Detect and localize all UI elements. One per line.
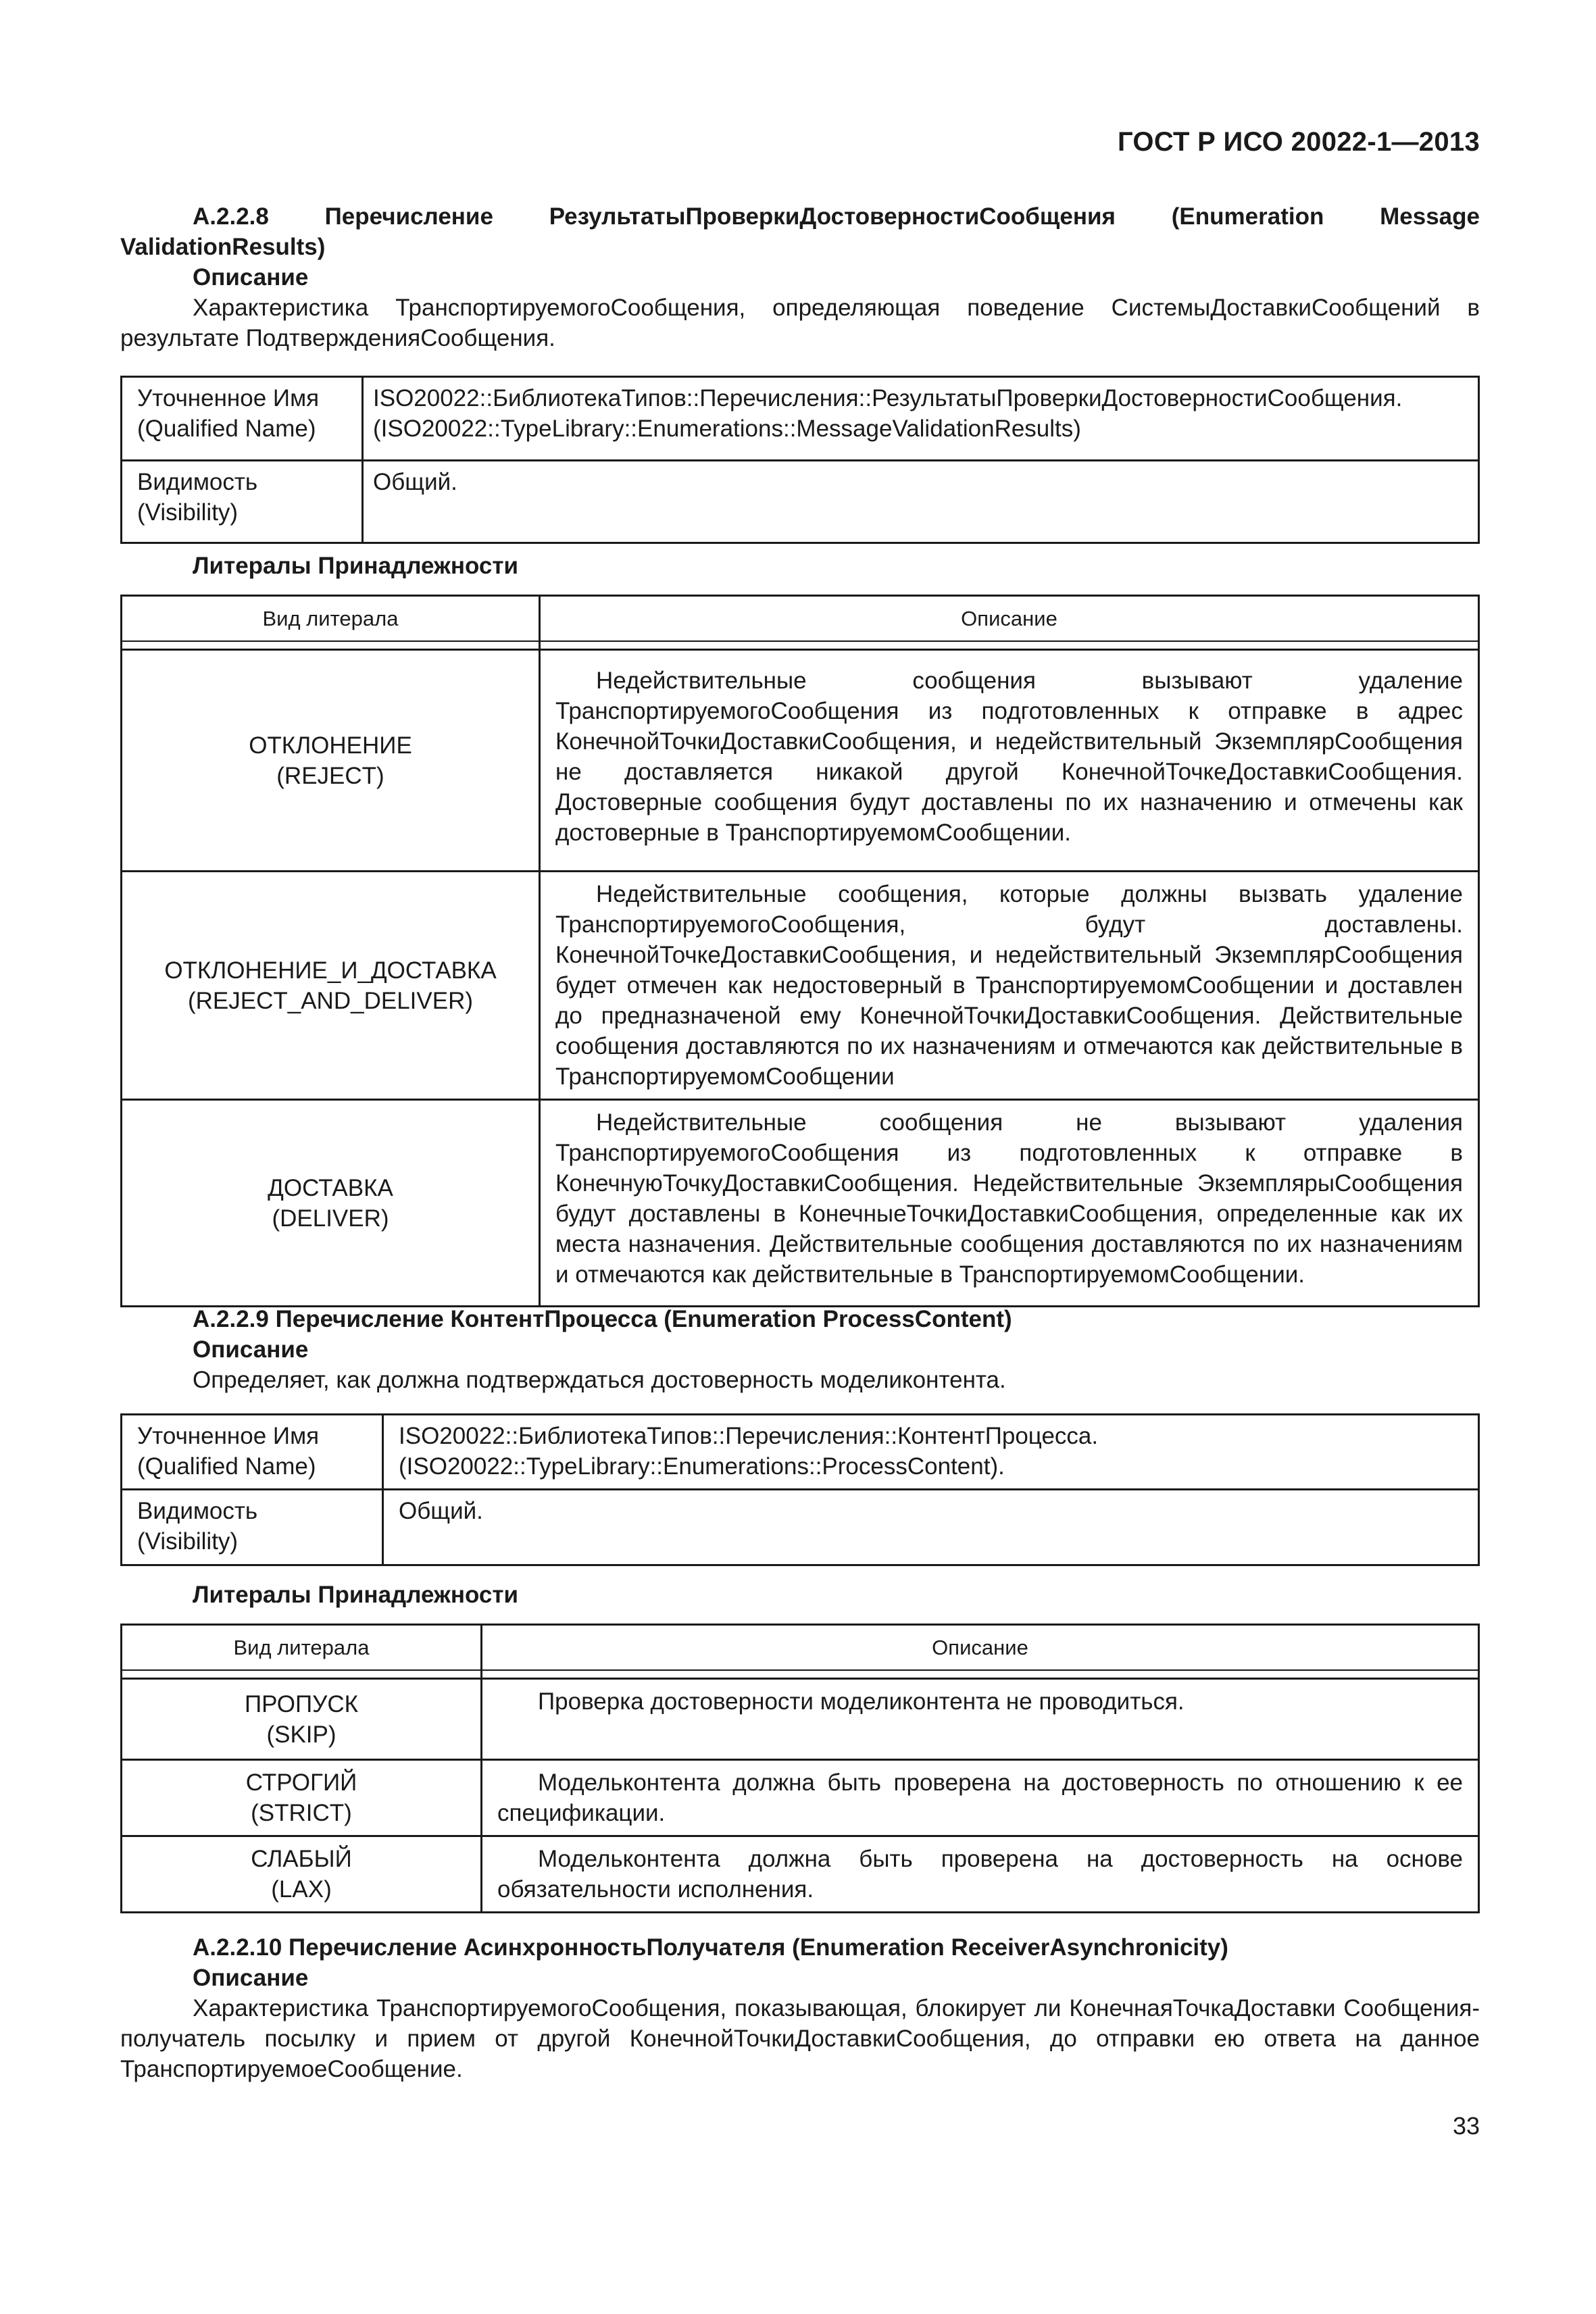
section-a229-heading: А.2.2.9 Перечисление КонтентПроцесса (Enumeration ProcessContent) <box>193 1306 1012 1332</box>
literal-desc <box>540 1100 1479 1307</box>
literal-kind-ru: ОТКЛОНЕНИЕ_И_ДОСТАВКА <box>164 957 497 984</box>
literal-desc-text: Модельконтента должна быть проверена на достоверность на основе обязательности исполнения. <box>497 1846 1463 1903</box>
literal-kind-en: (LAX) <box>271 1876 332 1903</box>
literal-desc-text: Недействительные сообщения не вызывают удаления ТранспортируемогоСообщения из подготовленных к отправке в КонечнуюТочкуДоставкиСообщения. Недействительные ЭкземплярыСообщения будут доставлены в КонечныеТочкиДоставкиСообщения, определенные как их места назначения. Действительные сообщения доставляются по их назначениям и отмечаются как действительные в ТранспортируемомСообщении. <box>555 1109 1463 1288</box>
qn-value-cell <box>363 377 1479 461</box>
qn-value: ISO20022::БиблиотекаТипов::Перечисления::КонтентПроцесса. <box>399 1423 1099 1449</box>
visibility-label-cell <box>122 1490 383 1565</box>
literals-table-1 <box>120 595 1480 1307</box>
visibility-label-en: (Visibility) <box>137 499 239 526</box>
qn-label-en: (Qualified Name) <box>137 416 316 442</box>
literal-kind-ru: ПРОПУСК <box>244 1690 358 1717</box>
literal-row <box>122 1836 1479 1913</box>
literal-kind-ru: ДОСТАВКА <box>268 1174 393 1201</box>
literal-kind-ru: СЛАБЫЙ <box>251 1846 352 1872</box>
literal-kind-en: (REJECT) <box>276 762 384 789</box>
literal-kind-en: (SKIP) <box>266 1721 336 1748</box>
literal-kind <box>122 1679 482 1760</box>
literal-desc <box>482 1679 1479 1760</box>
literal-kind <box>122 872 540 1100</box>
section-a229-desc-label: Описание <box>193 1336 309 1363</box>
visibility-value: Общий. <box>373 469 457 495</box>
literal-desc <box>482 1836 1479 1913</box>
literal-kind-en: (STRICT) <box>251 1800 352 1826</box>
literal-desc <box>540 650 1479 872</box>
qn-label: Уточненное Имя <box>137 1423 320 1449</box>
section-a229 <box>120 1304 1480 1395</box>
qn-label-cell <box>122 377 363 461</box>
page-number: 33 <box>1452 2112 1480 2140</box>
literal-kind-en: (DELIVER) <box>272 1205 389 1232</box>
qn-value-en: (ISO20022::TypeLibrary::Enumerations::MessageValidationResults) <box>373 416 1081 442</box>
literal-kind-ru: ОТКЛОНЕНИЕ <box>249 732 412 759</box>
literal-kind-en: (REJECT_AND_DELIVER) <box>187 987 474 1014</box>
qualified-name-table-1 <box>120 376 1480 544</box>
section-a2210-heading: А.2.2.10 Перечисление АсинхронностьПолучателя (Enumeration ReceiverAsynchronicity) <box>193 1934 1228 1961</box>
col-kind-header: Вид литерала <box>122 1625 482 1671</box>
col-desc-header: Описание <box>482 1625 1479 1671</box>
literal-desc-text: Недействительные сообщения вызывают удаление ТранспортируемогоСообщения из подготовленных к отправке в адрес КонечнойТочкиДоставкиСообщения, и недействительный ЭкземплярСообщения не доставляется никакой другой КонечнойТочкеДоставкиСообщения. Достоверные сообщения будут доставлены по их назначению и отмечены как достоверные в ТранспортируемомСообщении. <box>555 668 1463 846</box>
literals-table-2 <box>120 1624 1480 1913</box>
col-desc-header: Описание <box>540 596 1479 642</box>
section-a2210-desc-text: Характеристика ТранспортируемогоСообщения, показывающая, блокирует ли КонечнаяТочкаДоставки Сообщения-получатель посылку и прием от другой КонечнойТочкиДоставкиСообщения, до отправки ею ответа на данное ТранспортируемоеСообщение. <box>120 1995 1480 2082</box>
section-a228-heading-cont: ValidationResults) <box>120 234 326 260</box>
literal-desc <box>482 1760 1479 1836</box>
visibility-value-cell <box>363 461 1479 543</box>
qn-value: ISO20022::БиблиотекаТипов::Перечисления::РезультатыПроверкиДостоверностиСообщения. <box>373 385 1403 411</box>
visibility-label: Видимость <box>137 469 258 495</box>
literals-title-1: Литералы Принадлежности <box>193 553 519 579</box>
visibility-value-cell <box>383 1490 1479 1565</box>
visibility-value: Общий. <box>399 1498 483 1524</box>
section-a2210 <box>120 1932 1480 2084</box>
visibility-label: Видимость <box>137 1498 258 1524</box>
literal-row <box>122 1100 1479 1307</box>
qualified-name-table-2 <box>120 1413 1480 1566</box>
qn-value-en: (ISO20022::TypeLibrary::Enumerations::ProcessContent). <box>399 1453 1005 1480</box>
literal-row <box>122 1679 1479 1760</box>
literal-kind <box>122 1836 482 1913</box>
section-a228 <box>120 201 1480 353</box>
literal-desc-text: Модельконтента должна быть проверена на достоверность по отношению к ее спецификации. <box>497 1769 1463 1826</box>
qn-label: Уточненное Имя <box>137 385 320 411</box>
section-a228-desc-label: Описание <box>193 264 309 291</box>
literal-kind <box>122 1100 540 1307</box>
literal-kind <box>122 650 540 872</box>
visibility-label-en: (Visibility) <box>137 1528 239 1555</box>
literal-desc-text: Проверка достоверности моделиконтента не проводиться. <box>538 1688 1184 1715</box>
section-a228-heading: А.2.2.8 Перечисление РезультатыПроверкиДостоверностиСообщения (Enumeration Message <box>193 203 1480 230</box>
section-a229-desc-text: Определяет, как должна подтверждаться достоверность моделиконтента. <box>193 1367 1006 1393</box>
literal-row <box>122 650 1479 872</box>
qn-label-en: (Qualified Name) <box>137 1453 316 1480</box>
qn-label-cell <box>122 1415 383 1490</box>
literal-desc <box>540 872 1479 1100</box>
literal-row <box>122 1760 1479 1836</box>
section-a2210-desc-label: Описание <box>193 1965 309 1991</box>
qn-value-cell <box>383 1415 1479 1490</box>
literal-kind <box>122 1760 482 1836</box>
section-a228-desc-text: Характеристика ТранспортируемогоСообщения, определяющая поведение СистемыДоставкиСообщений в результате ПодтвержденияСообщения. <box>120 295 1480 351</box>
col-kind-header: Вид литерала <box>122 596 540 642</box>
literal-kind-ru: СТРОГИЙ <box>245 1769 357 1796</box>
literal-row <box>122 872 1479 1100</box>
document-standard-header: ГОСТ Р ИСО 20022-1—2013 <box>1117 127 1480 157</box>
visibility-label-cell <box>122 461 363 543</box>
literals-title-2: Литералы Принадлежности <box>193 1582 519 1608</box>
literal-desc-text: Недействительные сообщения, которые должны вызвать удаление ТранспортируемогоСообщения, будут доставлены. КонечнойТочкеДоставкиСообщения, и недействительный ЭкземплярСообщения будет отмечен как недостоверный в ТранспортируемомСообщении и доставлен до предназначеной ему КонечнойТочкиДоставкиСообщения. Действительные сообщения доставляются по их назначениям и отмечаются как действительные в ТранспортируемомСообщении <box>555 881 1463 1090</box>
